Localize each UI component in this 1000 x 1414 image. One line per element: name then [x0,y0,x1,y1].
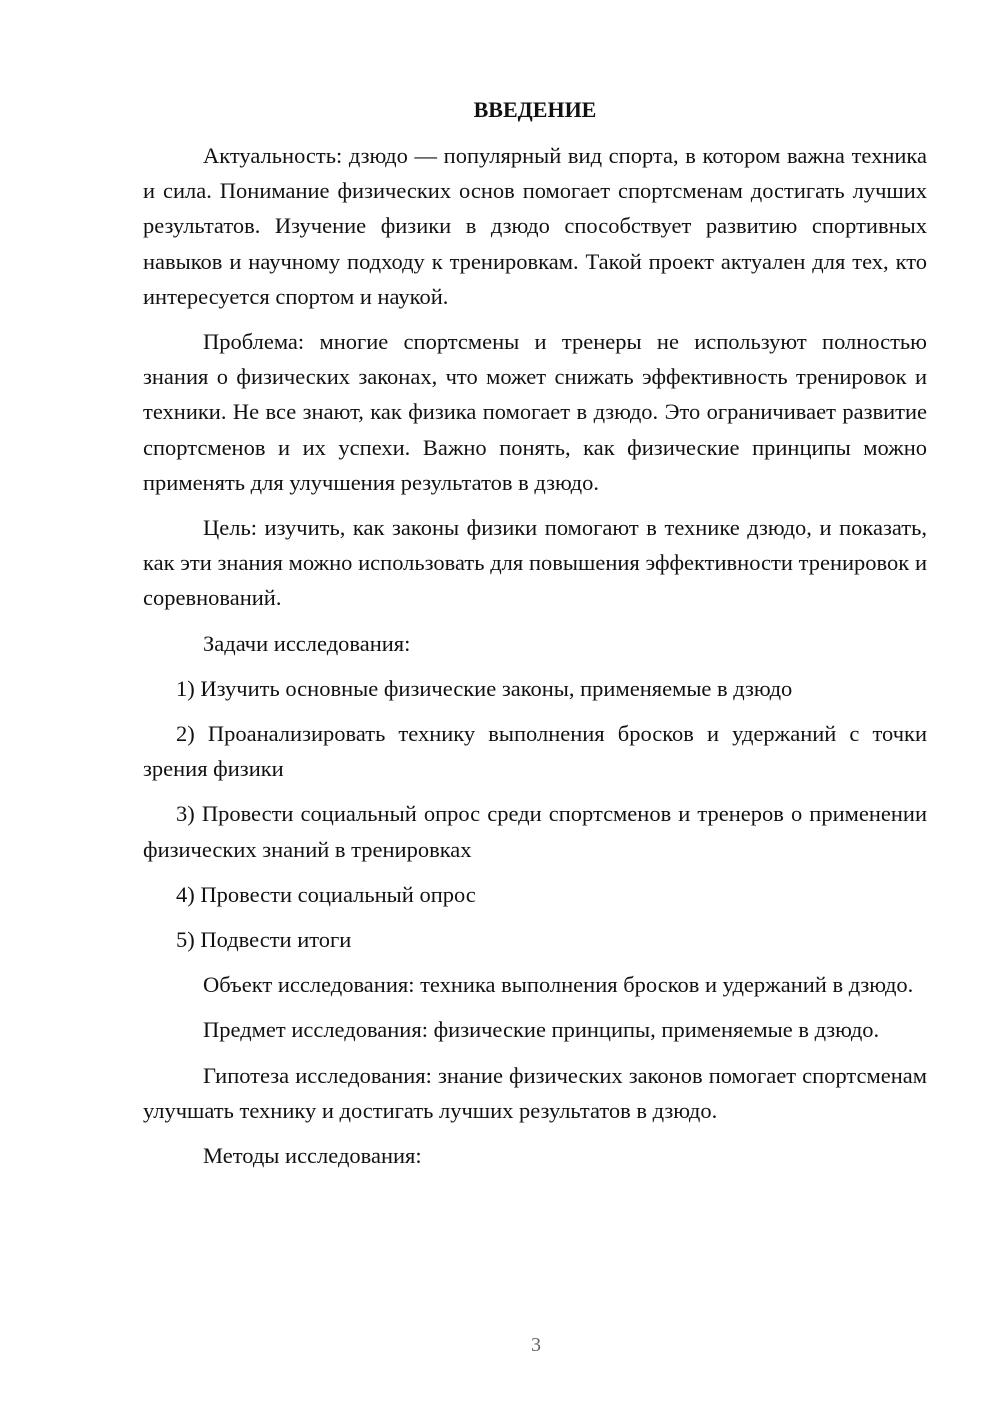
paragraph-subject: Предмет исследования: физические принципы, применяемые в дзюдо. [203,1017,880,1043]
task-item-2: 2) Проанализировать технику выполнения бросков и удержаний с точки зрения физики [143,721,927,782]
task-item-1: 1) Изучить основные физические законы, применяемые в дзюдо [176,675,793,701]
paragraph-goal: Цель: изучить, как законы физики помогают в технике дзюдо, и показать, как эти знания можно использовать для повышения эффективности тренировок и соревнований. [143,515,927,611]
task-item-3: 3) Провести социальный опрос среди спортсменов и тренеров о применении физических знаний в тренировках [143,801,927,862]
paragraph-object: Объект исследования: техника выполнения бросков и удержаний в дзюдо. [203,972,914,998]
paragraph-problem: Проблема: многие спортсмены и тренеры не используют полностью знания о физических законах, что может снижать эффективность тренировок и техники. Не все знают, как физика помогает в дзюдо. Это ограничивает развитие спортсменов и их успехи. Важно понять, как физические принципы можно применять для улучшения результатов в дзюдо. [143,329,927,495]
section-title: ВВЕДЕНИЕ [473,97,597,122]
paragraph-hypothesis: Гипотеза исследования: знание физических законов помогает спортсменам улучшать технику и достигать лучших результатов в дзюдо. [143,1062,927,1123]
page-content [143,92,927,1183]
page-number: 3 [531,1334,541,1356]
paragraph-relevance: Актуальность: дзюдо — популярный вид спорта, в котором важна техника и сила. Понимание физических основ помогает спортсменам достигать лучших результатов. Изучение физики в дзюдо способствует развитию спортивных навыков и научному подходу к тренировкам. Такой проект актуален для тех, кто интересуется спортом и наукой. [143,143,927,309]
task-item-5: 5) Подвести итоги [176,927,352,953]
paragraph-tasks-heading: Задачи исследования: [203,630,411,656]
paragraph-methods: Методы исследования: [203,1143,422,1169]
task-item-4: 4) Провести социальный опрос [176,881,476,907]
